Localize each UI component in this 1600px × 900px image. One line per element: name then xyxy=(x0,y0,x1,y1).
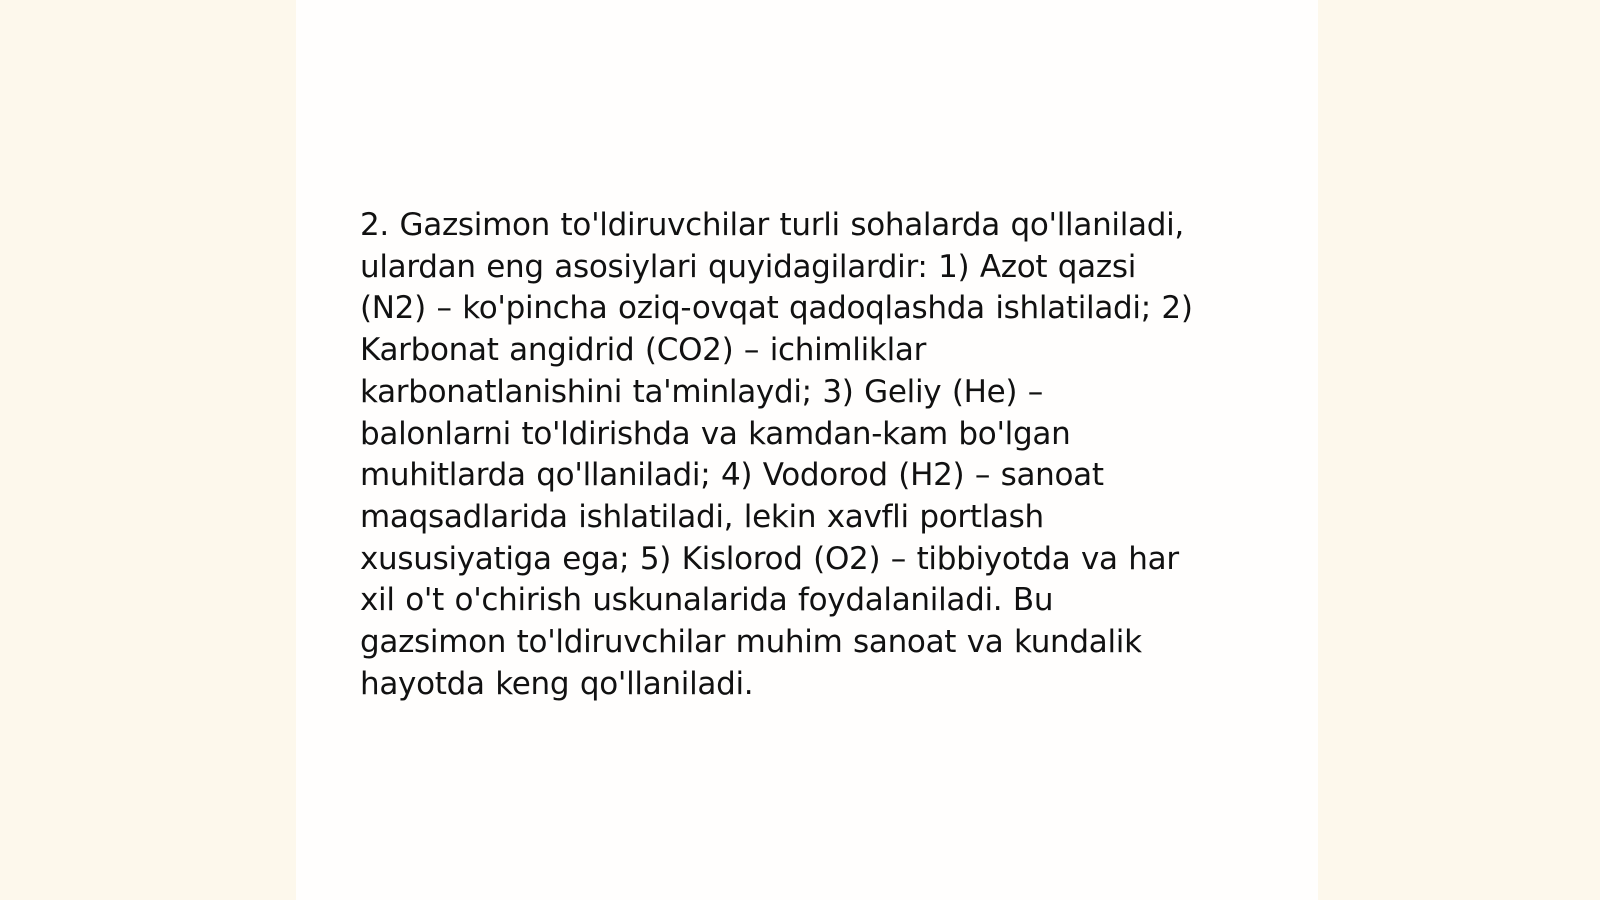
text-line: xususiyatiga ega; 5) Kislorod (O2) – tibbiyotda va har xyxy=(360,540,1179,577)
text-line: 2. Gazsimon to'ldiruvchilar turli sohalarda qo'llaniladi, xyxy=(360,207,1184,243)
text-line: gazsimon to'ldiruvchilar muhim sanoat va kundalik xyxy=(360,624,1142,661)
text-line: balonlarni to'ldirishda va kamdan-kam bo'lgan xyxy=(360,415,1071,452)
text-line: hayotda keng qo'llaniladi. xyxy=(360,665,754,702)
slide xyxy=(296,0,1318,900)
text-line: maqsadlarida ishlatiladi, lekin xavfli portlash xyxy=(360,498,1044,535)
text-line: Karbonat angidrid (CO2) – ichimliklar xyxy=(360,332,927,369)
text-line: muhitlarda qo'llaniladi; 4) Vodorod (H2) – sanoat xyxy=(360,457,1104,494)
text-line: karbonatlanishini ta'minlaydi; 3) Geliy (He) – xyxy=(360,373,1043,410)
text-line: ulardan eng asosiylari quyidagilardir: 1) Azot qazsi xyxy=(360,248,1137,285)
text-line: xil o't o'chirish uskunalarida foydalaniladi. Bu xyxy=(360,582,1054,619)
text-line: (N2) – ko'pincha oziq-ovqat qadoqlashda ishlatiladi; 2) xyxy=(360,290,1193,327)
slide-body-text xyxy=(360,205,1250,705)
